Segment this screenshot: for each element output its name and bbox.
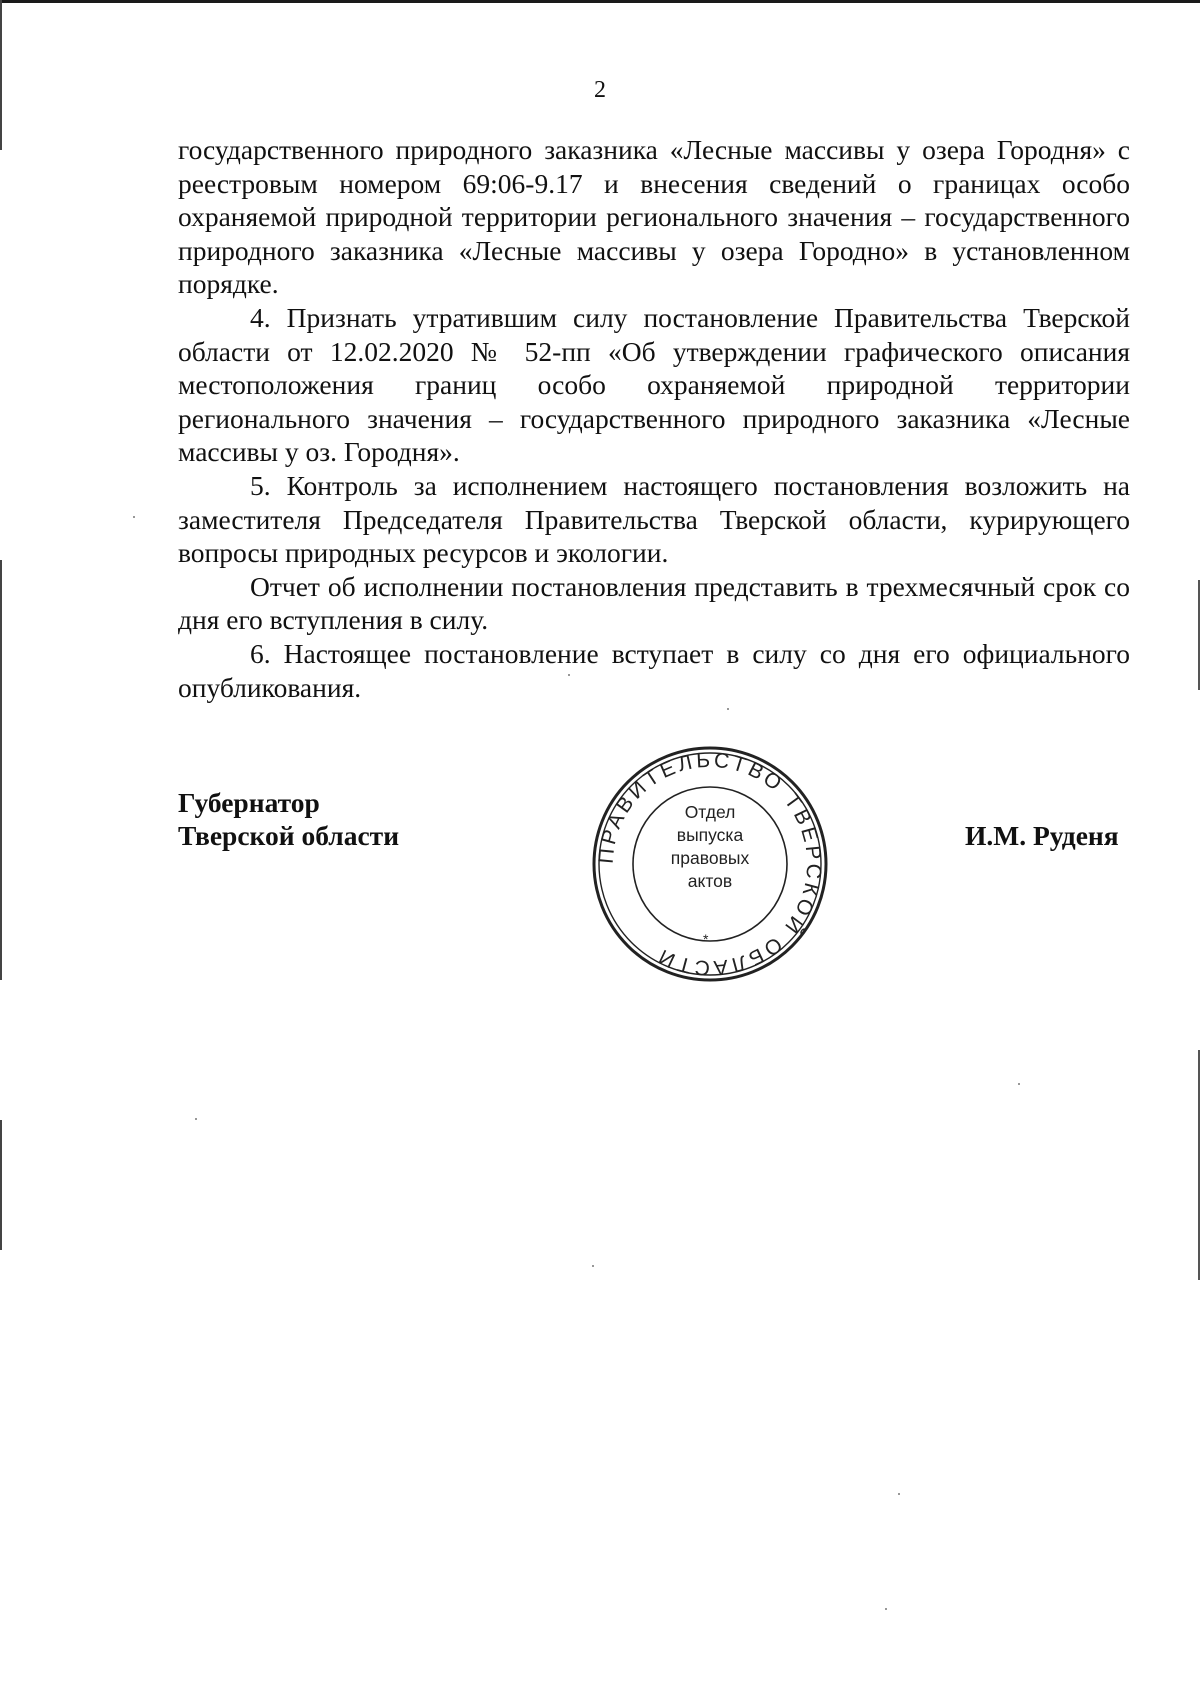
scan-speck: [133, 516, 135, 518]
seal-ring-text: ПРАВИТЕЛЬСТВО ТВЕРСКОЙ ОБЛАСТИ: [594, 748, 826, 980]
seal-center-text: [640, 801, 780, 893]
scan-speck: [195, 1118, 197, 1120]
scan-speck: [568, 674, 570, 676]
paragraph-item-4: 4. Признать утратившим силу постановление Правительства Тверской области от 12.02.2020 № 52-пп «Об утверждении графического описания местоположения границ особо охраняемой природной территории регионального значения – государственного природного заказника «Лесные массивы у оз. Городня».: [178, 301, 1130, 468]
scan-speck: [885, 1608, 887, 1610]
scan-speck: [727, 708, 729, 710]
signatory-position-line1: Губернатор: [178, 787, 320, 818]
scan-speck: [592, 1265, 594, 1267]
scan-speck: [1018, 1083, 1020, 1085]
scan-speck: [898, 1493, 900, 1495]
page-number: 2: [594, 77, 606, 103]
scan-edge-top: [0, 0, 1200, 3]
signatory-position-line2: Тверской области: [178, 820, 400, 851]
paragraph-item-5: 5. Контроль за исполнением настоящего постановления возложить на заместителя Председателя Правительства Тверской области, курирующего вопросы природных ресурсов и экологии.: [178, 469, 1130, 569]
signatory-name: И.М. Руденя: [965, 820, 1119, 851]
seal-center-line: выпуска: [676, 825, 744, 845]
seal-center-line: актов: [687, 871, 733, 891]
scan-edge-left: [0, 560, 2, 980]
paragraph-continuation: государственного природного заказника «Лесные массивы у озера Городня» с реестровым номером 69:06-9.17 и внесения сведений о границах особо охраняемой природной территории регионального значения – государственного природного заказника «Лесные массивы у озера Городно» в установленном порядке.: [178, 134, 1130, 300]
seal-star: *: [703, 931, 709, 947]
seal-center-line: Отдел: [684, 802, 736, 822]
paragraph-item-6: 6. Настоящее постановление вступает в силу со дня его официального опубликования.: [178, 637, 1130, 703]
body-text: [178, 133, 1130, 704]
signatory-position: [178, 786, 399, 852]
scan-edge-left: [0, 0, 2, 150]
seal-center-line: правовых: [670, 848, 750, 868]
paragraph-report: Отчет об исполнении постановления представить в трехмесячный срок со дня его вступления в силу.: [178, 570, 1130, 636]
scan-edge-left: [0, 1120, 2, 1250]
